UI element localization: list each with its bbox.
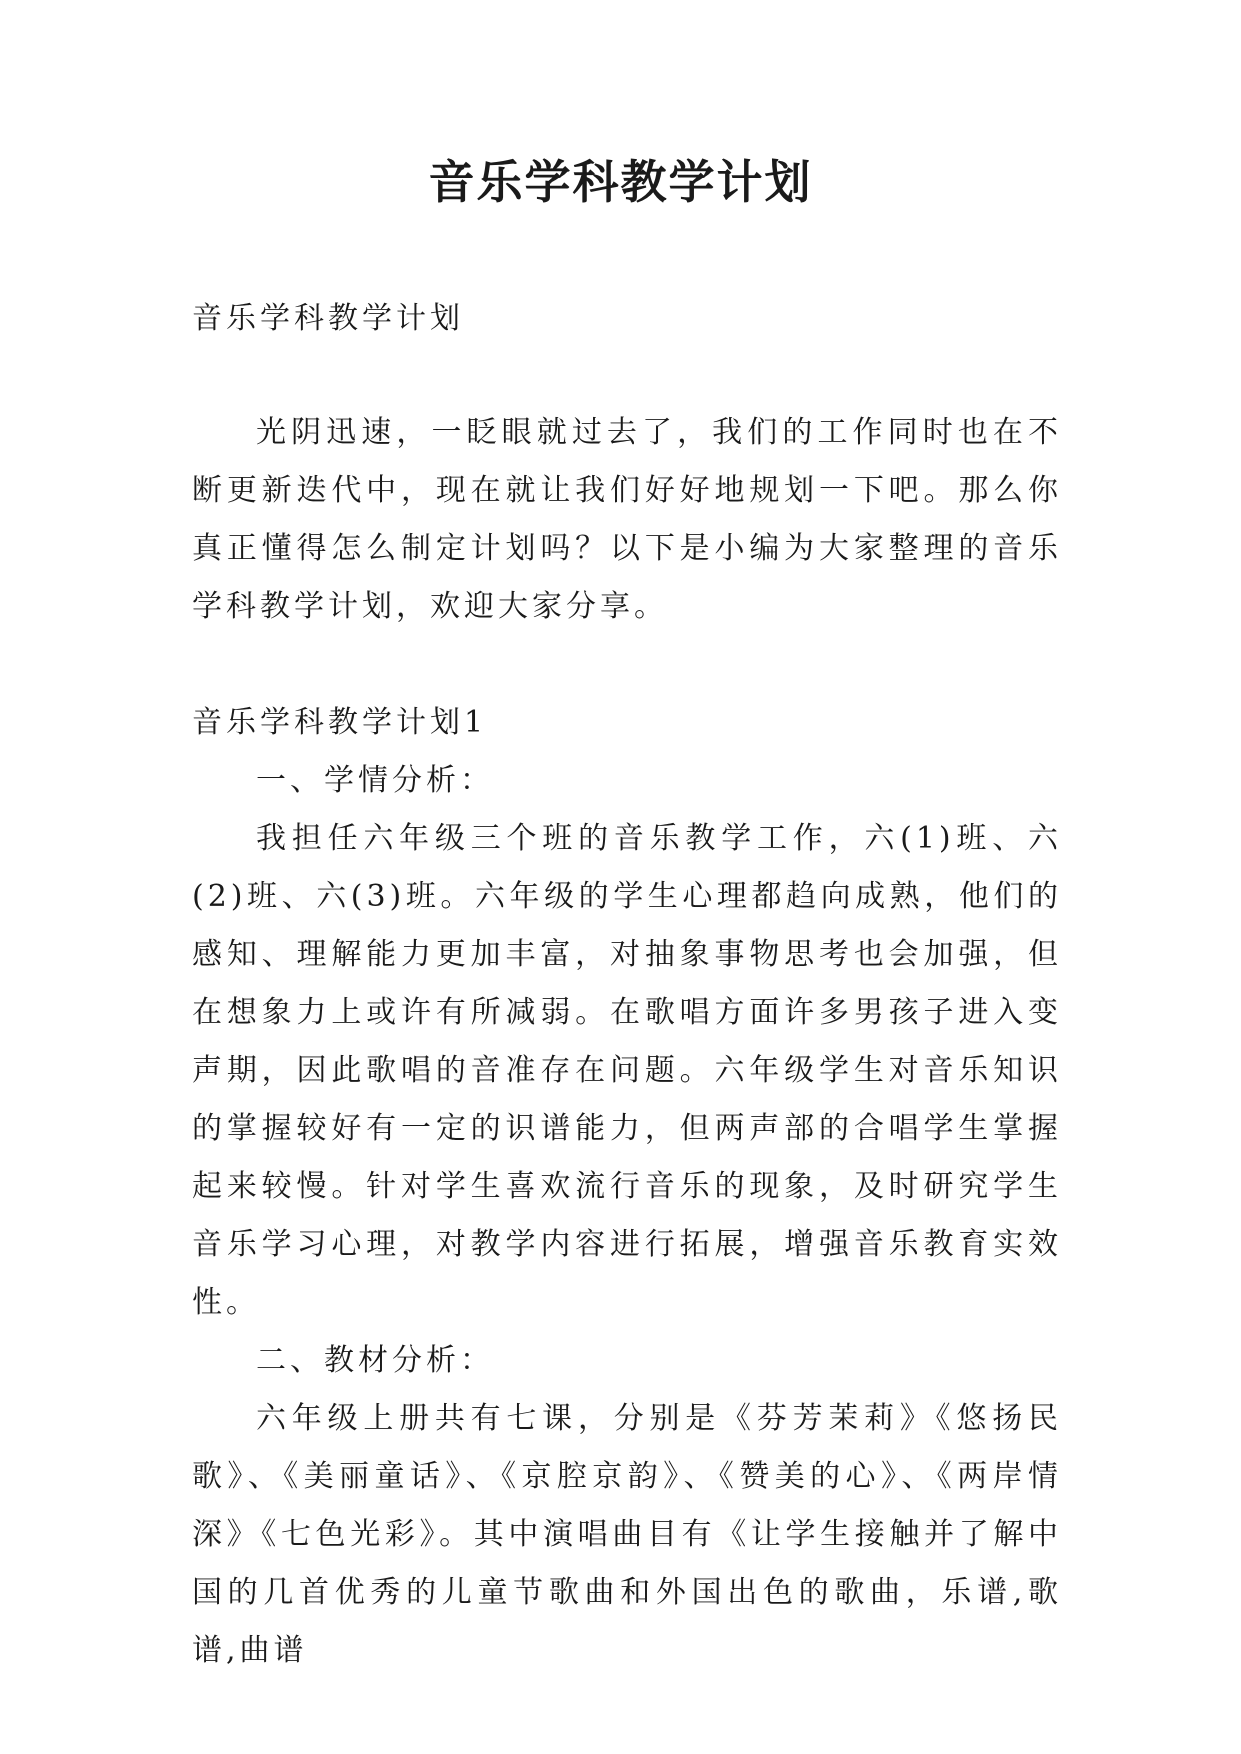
part1-paragraph: 我担任六年级三个班的音乐教学工作，六(1)班、六(2)班、六(3)班。六年级的学生心理都趋向成熟，他们的感知、理解能力更加丰富，对抽象事物思考也会加强，但在想象力上或许有所减弱。在歌唱方面许多男孩子进入变声期，因此歌唱的音准存在问题。六年级学生对音乐知识的掌握较好有一定的识谱能力，但两声部的合唱学生掌握起来较慢。针对学生喜欢流行音乐的现象，及时研究学生音乐学习心理，对教学内容进行拓展，增强音乐教育实效性。: [192, 821, 1062, 1320]
part2-heading: 二、教材分析：: [256, 1343, 494, 1378]
part2-paragraph: 六年级上册共有七课，分别是《芬芳茉莉》《悠扬民歌》、《美丽童话》、《京腔京韵》、《赞美的心》、《两岸情深》《七色光彩》。其中演唱曲目有《让学生接触并了解中国的几首优秀的儿童节歌曲和外国出色的歌曲，乐谱,歌谱,曲谱: [192, 1401, 1062, 1668]
intro-paragraph: 光阴迅速，一眨眼就过去了，我们的工作同时也在不断更新迭代中，现在就让我们好好地规划一下吧。那么你真正懂得怎么制定计划吗？以下是小编为大家整理的音乐学科教学计划，欢迎大家分享。: [192, 415, 1062, 624]
section-heading: 音乐学科教学计划1: [192, 705, 488, 740]
paragraph-spacer: [192, 636, 1062, 694]
document-body: [192, 404, 1062, 1680]
part1-heading: 一、学情分析：: [256, 763, 494, 798]
document-subtitle: 音乐学科教学计划: [192, 301, 464, 336]
document-title: 音乐学科教学计划: [428, 155, 813, 209]
